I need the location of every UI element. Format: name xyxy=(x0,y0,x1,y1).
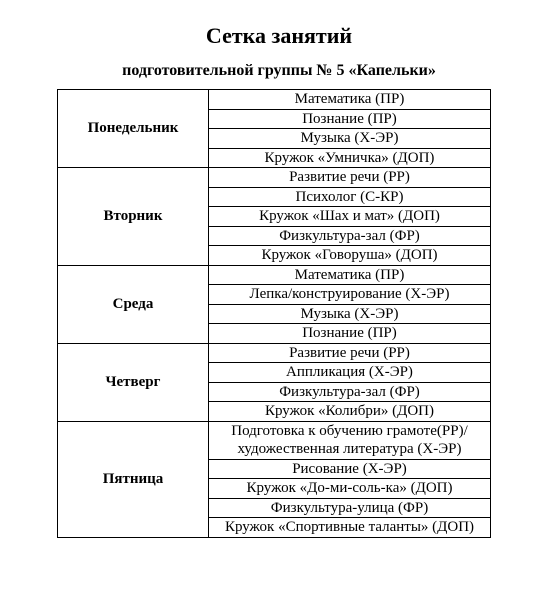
lesson-cell: Кружок «До-ми-соль-ка» (ДОП) xyxy=(209,479,491,499)
table-row xyxy=(58,343,491,363)
lesson-cell: Кружок «Умничка» (ДОП) xyxy=(209,148,491,168)
lesson-cell: Музыка (Х-ЭР) xyxy=(209,304,491,324)
lesson-cell: Развитие речи (РР) xyxy=(209,168,491,188)
table-row xyxy=(58,421,491,459)
lesson-cell: Рисование (Х-ЭР) xyxy=(209,459,491,479)
lesson-cell: Кружок «Колибри» (ДОП) xyxy=(209,402,491,422)
lesson-cell: Психолог (С-КР) xyxy=(209,187,491,207)
page-subtitle: подготовительной группы № 5 «Капельки» xyxy=(122,62,436,79)
day-cell-wednesday: Среда xyxy=(58,265,209,343)
lesson-cell: Познание (ПР) xyxy=(209,109,491,129)
lesson-cell: Познание (ПР) xyxy=(209,324,491,344)
lesson-cell: Кружок «Шах и мат» (ДОП) xyxy=(209,207,491,227)
day-cell-tuesday: Вторник xyxy=(58,168,209,266)
day-cell-friday: Пятница xyxy=(58,421,209,537)
day-cell-thursday: Четверг xyxy=(58,343,209,421)
lesson-cell: Математика (ПР) xyxy=(209,265,491,285)
lesson-cell: Аппликация (Х-ЭР) xyxy=(209,363,491,383)
lesson-cell: Музыка (Х-ЭР) xyxy=(209,129,491,149)
page-title: Сетка занятий xyxy=(205,23,353,48)
day-cell-monday: Понедельник xyxy=(58,90,209,168)
lesson-cell: Подготовка к обучению грамоте(РР)/художественная литература (Х-ЭР) xyxy=(209,421,491,459)
lesson-cell: Развитие речи (РР) xyxy=(209,343,491,363)
lesson-cell: Лепка/конструирование (Х-ЭР) xyxy=(209,285,491,305)
table-row xyxy=(58,168,491,188)
schedule-table xyxy=(57,89,491,538)
lesson-cell: Кружок «Спортивные таланты» (ДОП) xyxy=(209,518,491,538)
lesson-cell: Кружок «Говоруша» (ДОП) xyxy=(209,246,491,266)
table-row xyxy=(58,265,491,285)
table-row xyxy=(58,90,491,110)
lesson-cell: Физкультура-улица (ФР) xyxy=(209,498,491,518)
lesson-cell: Математика (ПР) xyxy=(209,90,491,110)
lesson-cell: Физкультура-зал (ФР) xyxy=(209,382,491,402)
lesson-cell: Физкультура-зал (ФР) xyxy=(209,226,491,246)
